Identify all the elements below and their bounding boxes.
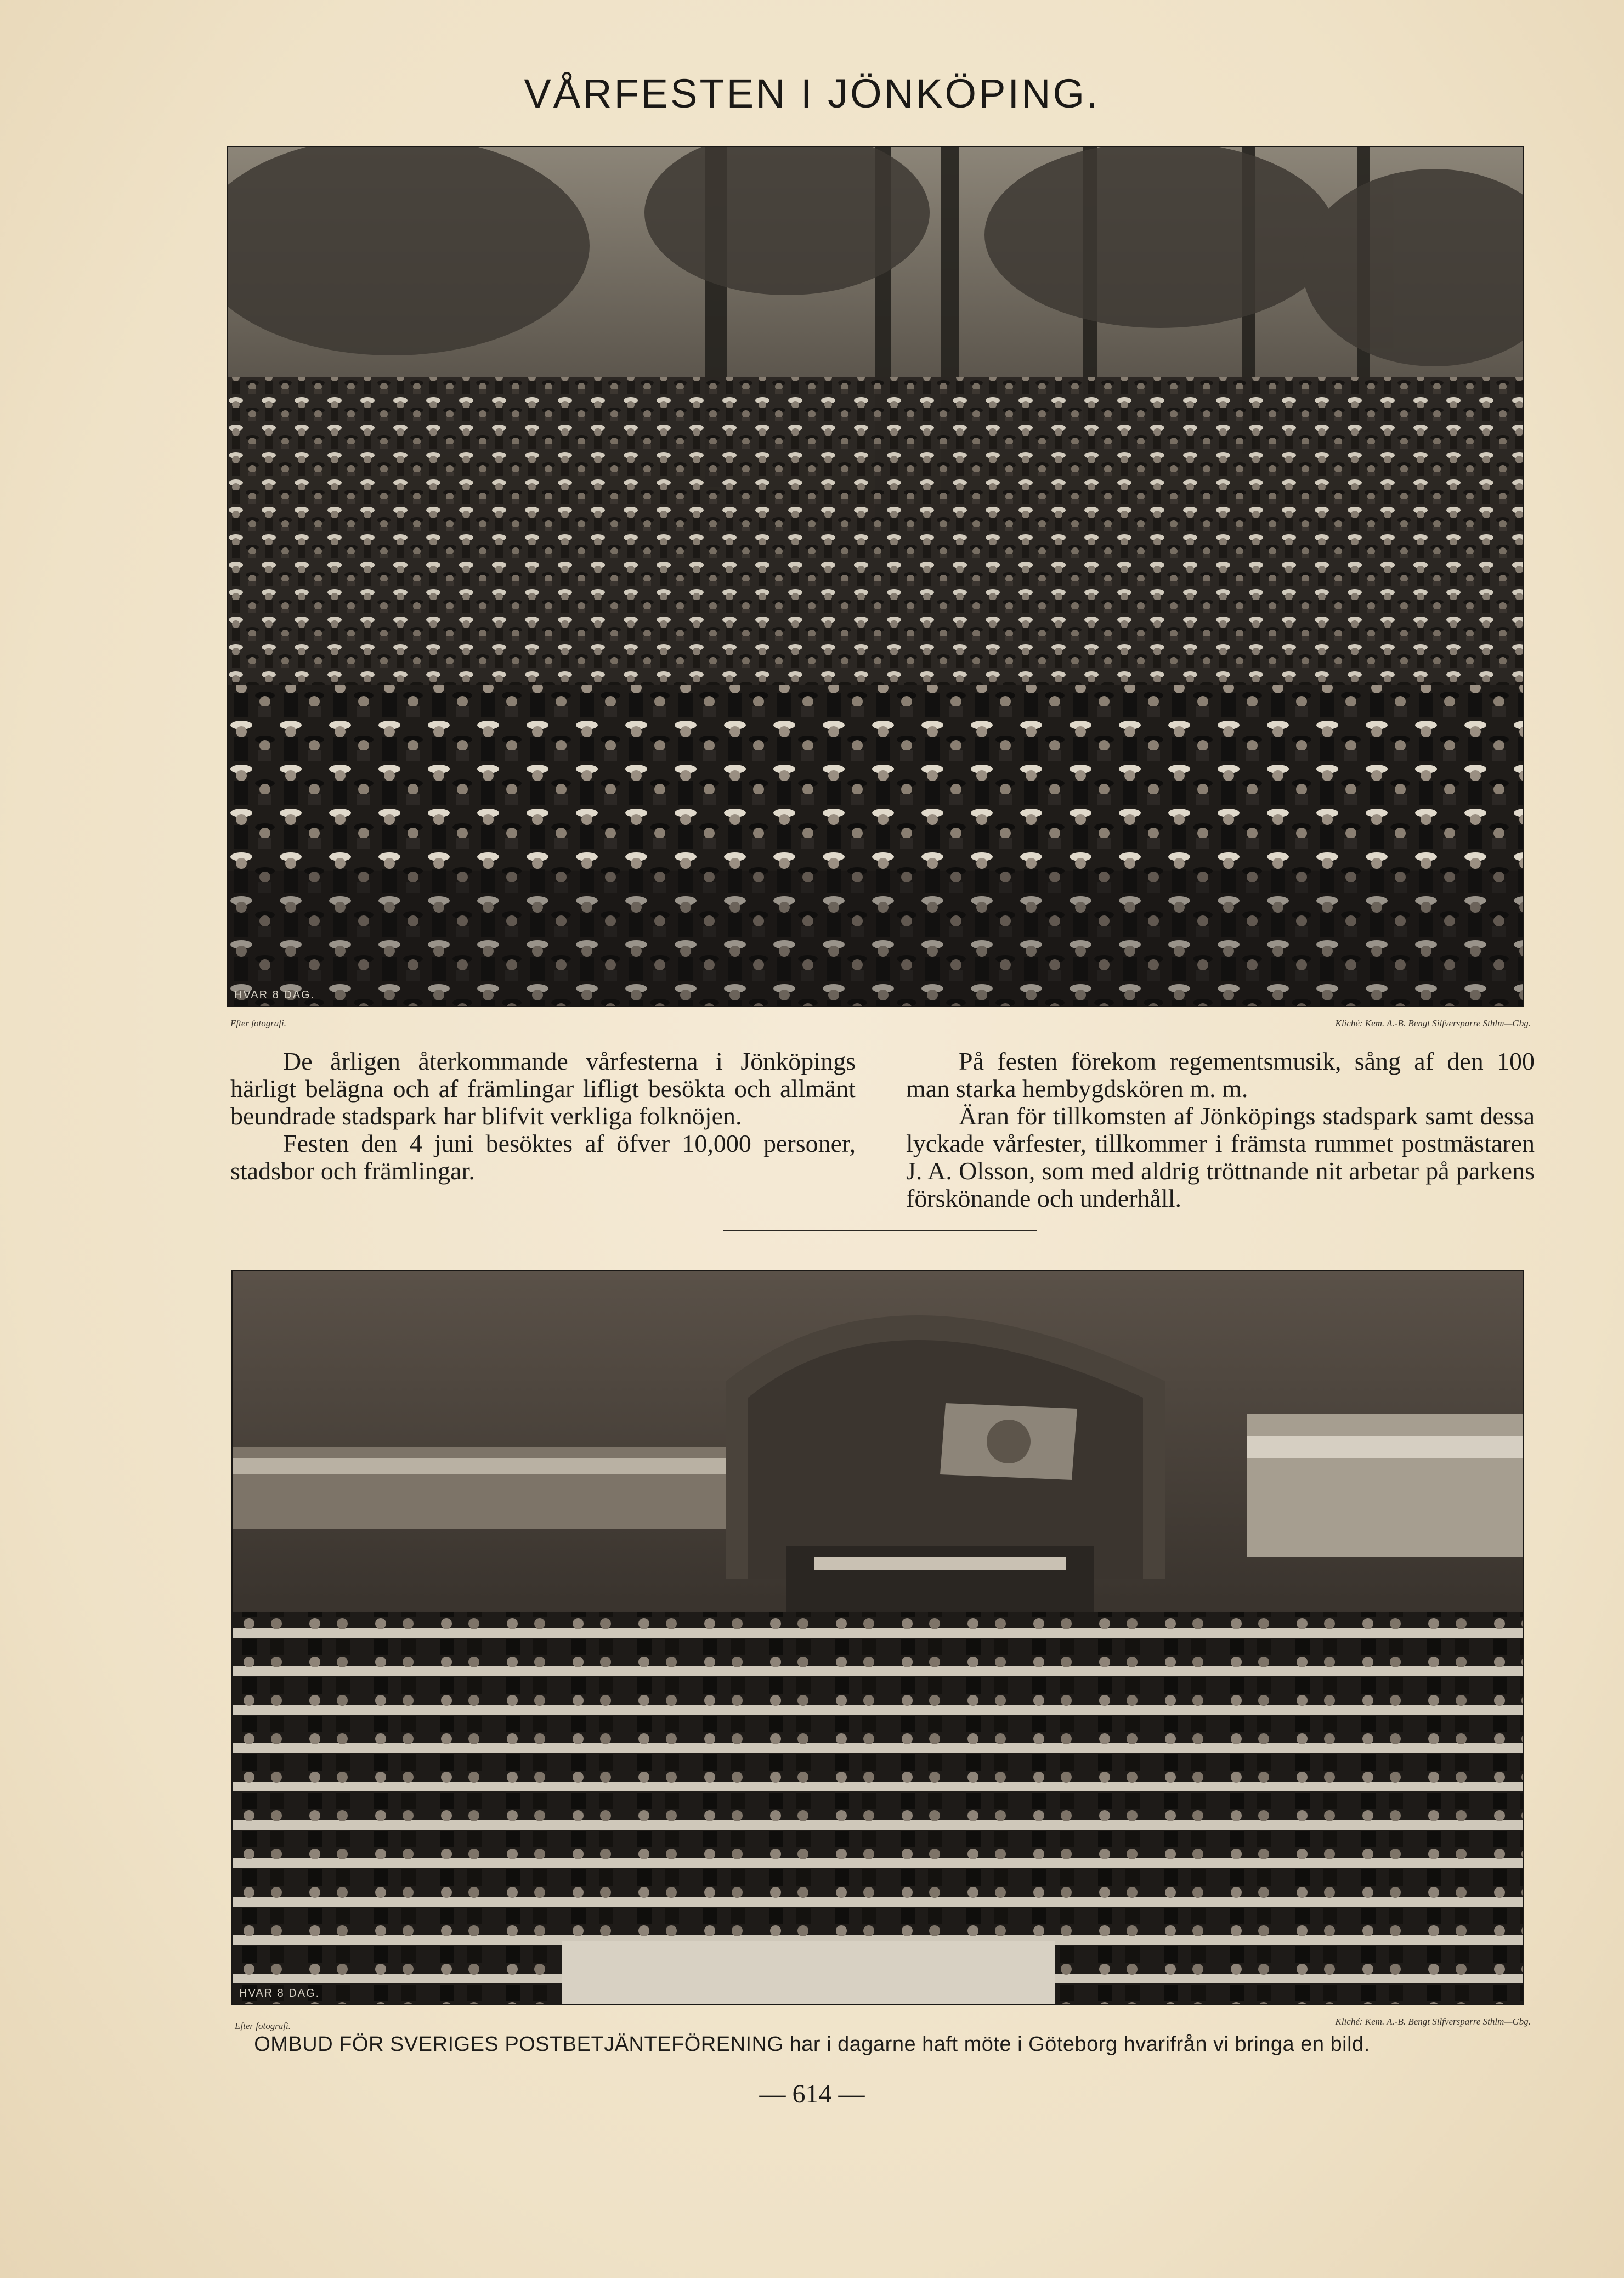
- photo-credit-right: Kliché: Kem. A.-B. Bengt Silfversparre Sthlm—Gbg.: [1335, 2016, 1531, 2027]
- photo-credit-left: Efter fotografi.: [235, 2021, 291, 2031]
- park-crowd-photo: [228, 147, 1523, 1006]
- section-divider: [723, 1230, 1037, 1231]
- article-title: VÅRFESTEN I JÖNKÖPING.: [524, 71, 1100, 116]
- body-column-left: [230, 1048, 856, 1185]
- photo-stamp: HVAR 8 DAG.: [239, 1987, 320, 1999]
- assembly-hall-photo: [233, 1271, 1523, 2004]
- park-crowd-illustration: [228, 147, 1523, 1006]
- body-column-right: [906, 1048, 1535, 1212]
- body-paragraph: Äran för tillkomsten af Jönköpings stadspark samt dessa lyckade vårfester, tillkommer i främsta rummet postmästaren J. A. Olsson, som med aldrig tröttnande nit arbetar på parkens förskönande och underhåll.: [906, 1102, 1535, 1212]
- photo-credit-right: Kliché: Kem. A.-B. Bengt Silfversparre Sthlm—Gbg.: [1335, 1018, 1531, 1028]
- page-number: — 614 —: [759, 2079, 865, 2109]
- body-paragraph: De årligen återkommande vårfesterna i Jönköpings härligt belägna och af främlingar lifligt besökta och allmänt beundrade stadspark har blifvit verkliga folknöjen.: [230, 1047, 856, 1130]
- assembly-hall-illustration: [233, 1271, 1523, 2004]
- body-paragraph: Festen den 4 juni besöktes af öfver 10,000 personer, stadsbor och främlingar.: [230, 1129, 856, 1185]
- photo-caption: OMBUD FÖR SVERIGES POSTBETJÄNTEFÖRENING har i dagarne haft möte i Göteborg hvarifrån vi bringa en bild.: [254, 2033, 1370, 2056]
- photo-stamp: HVAR 8 DAG.: [234, 989, 315, 1001]
- photo-credit-left: Efter fotografi.: [230, 1018, 286, 1028]
- body-paragraph: På festen förekom regementsmusik, sång af den 100 man starka hembygdskören m. m.: [906, 1047, 1535, 1103]
